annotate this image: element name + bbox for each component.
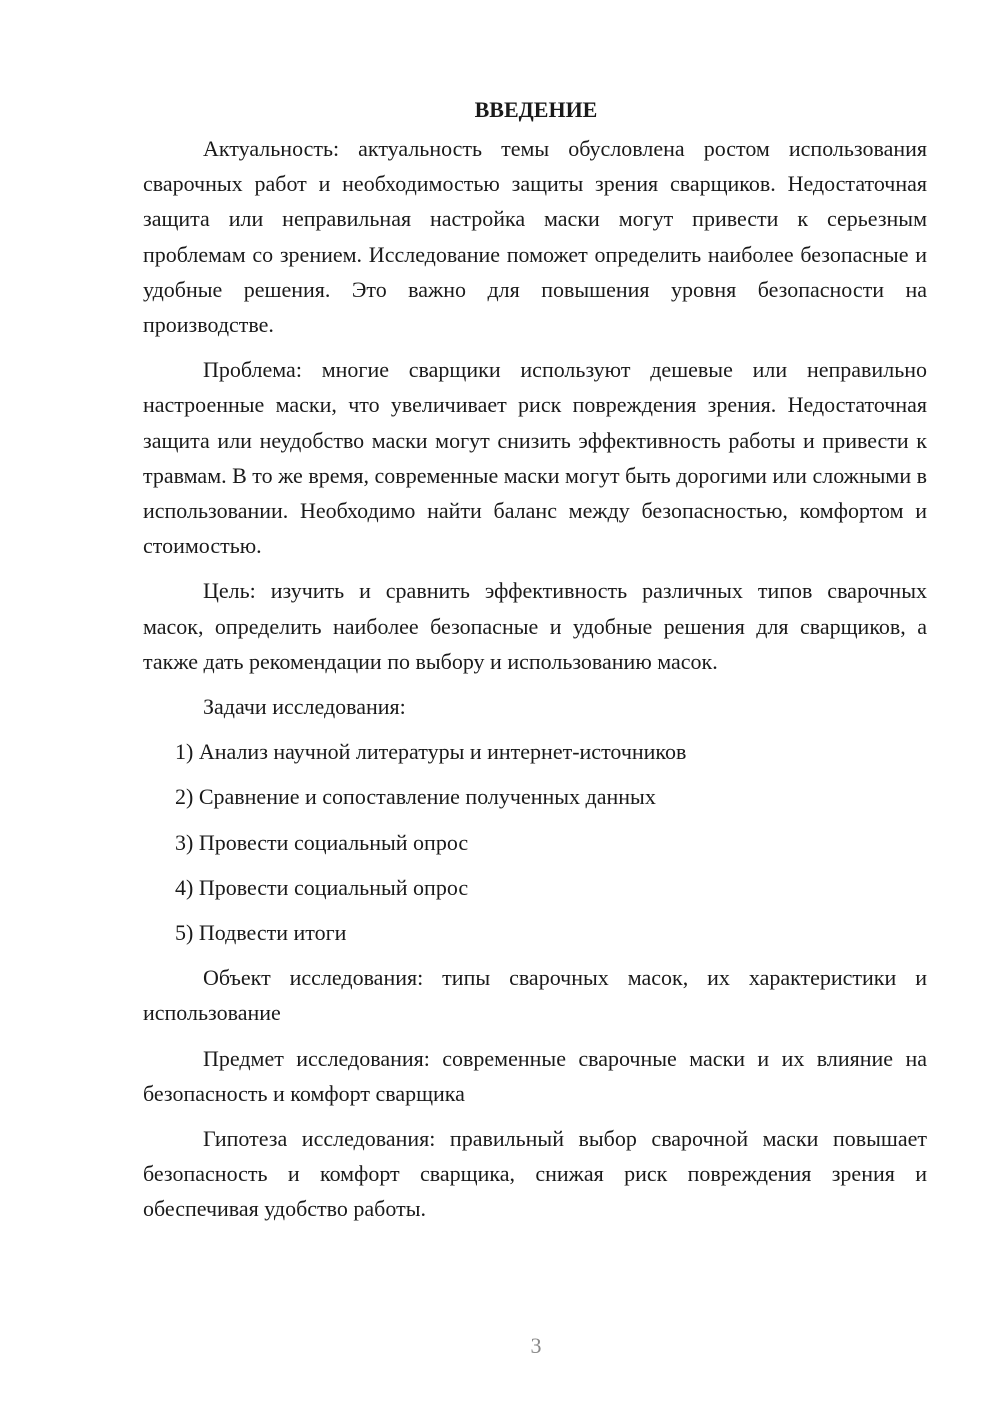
list-item: 2) Сравнение и сопоставление полученных данных xyxy=(175,784,656,810)
document-page xyxy=(143,92,927,1237)
object-paragraph: Объект исследования: типы сварочных масок, их характеристики и использование xyxy=(143,965,927,1026)
goal-paragraph: Цель: изучить и сравнить эффективность различных типов сварочных масок, определить наиболее безопасные и удобные решения для сварщиков, а также дать рекомендации по выбору и использованию масок. xyxy=(143,578,927,674)
tasks-title: Задачи исследования: xyxy=(203,694,406,720)
hypothesis-paragraph: Гипотеза исследования: правильный выбор сварочной маски повышает безопасность и комфорт сварщика, снижая риск повреждения зрения и обеспечивая удобство работы. xyxy=(143,1126,927,1222)
relevance-paragraph: Актуальность: актуальность темы обусловлена ростом использования сварочных работ и необходимостью защиты зрения сварщиков. Недостаточная защита или неправильная настройка маски могут привести к серьезным проблемам со зрением. Исследование поможет определить наиболее безопасные и удобные решения. Это важно для повышения уровня безопасности на производстве. xyxy=(143,136,927,338)
problem-paragraph: Проблема: многие сварщики используют дешевые или неправильно настроенные маски, что увеличивает риск повреждения зрения. Недостаточная защита или неудобство маски могут снизить эффективность работы и привести к травмам. В то же время, современные маски могут быть дорогими или сложными в использовании. Необходимо найти баланс между безопасностью, комфортом и стоимостью. xyxy=(143,357,927,559)
list-item: 3) Провести социальный опрос xyxy=(175,829,469,855)
tasks-list xyxy=(143,734,927,950)
page-number: 3 xyxy=(530,1333,542,1358)
list-item: 4) Провести социальный опрос xyxy=(175,874,469,900)
list-item: 5) Подвести итоги xyxy=(175,920,347,946)
subject-paragraph: Предмет исследования: современные сварочные маски и их влияние на безопасность и комфорт сварщика xyxy=(143,1045,927,1106)
section-heading: ВВЕДЕНИЕ xyxy=(474,97,598,122)
list-item: 1) Анализ научной литературы и интернет-источников xyxy=(175,739,687,765)
